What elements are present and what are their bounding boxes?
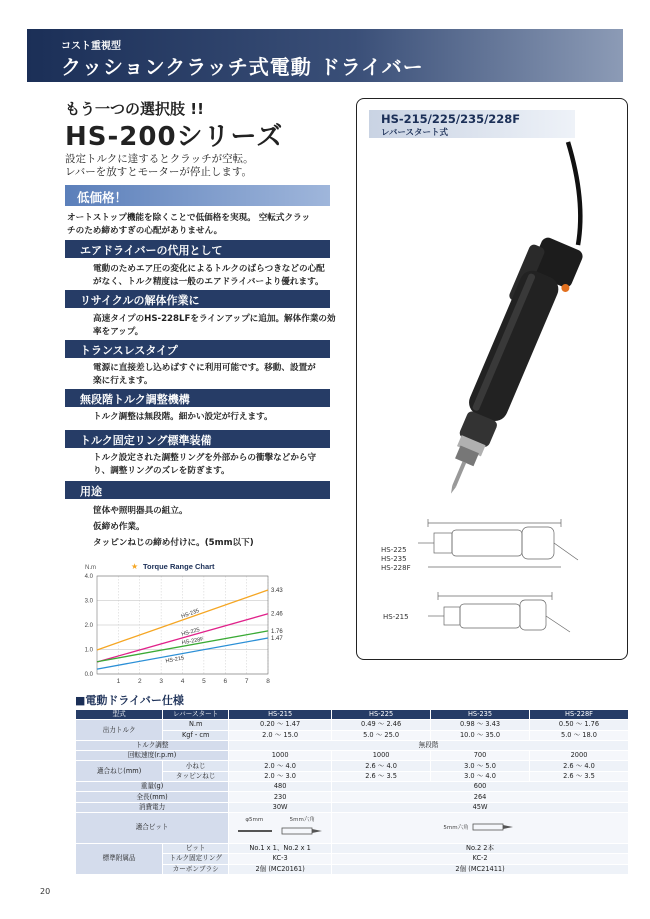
section-body-stepless: トルク調整は無段階。細かい設定が行えます。	[93, 412, 273, 422]
table-row: 重量(g) 480 600	[76, 782, 629, 792]
section-body-transless: 電源に直接差し込めばすぐに利用可能です。移動、設置が 楽に行えます。	[93, 363, 316, 386]
series-name-label: HS-235	[180, 608, 201, 620]
series-end-label: 1.47	[271, 635, 283, 642]
section-body-air: 電動のためエア圧の変化によるトルクのばらつきなどの心配 がなく、トルク精度は一般のエアドライバーより優れます。	[93, 264, 325, 287]
spec-label-power: 消費電力	[76, 802, 229, 812]
y-axis-label: N.m	[85, 565, 96, 571]
table-row: 出力トルク N.m 0.20 ～ 1.47 0.49 ～ 2.46 0.98 ～ 3.43 0.50 ～ 1.76	[76, 720, 629, 730]
section-header-ring: トルク固定リング標準装備	[65, 430, 330, 448]
x-tick-label: 8	[266, 678, 270, 685]
section-header-usage: 用途	[65, 481, 330, 499]
table-row: 適合ねじ(mm) 小ねじ 2.0 ～ 4.0 2.6 ～ 4.0 3.0 ～ 5.0 2.6 ～ 4.0	[76, 761, 629, 771]
banner-title: クッションクラッチ式電動 ドライバー	[61, 55, 424, 79]
torque-range-chart	[75, 562, 330, 687]
section-header-recycle: リサイクルの解体作業に	[65, 290, 330, 308]
y-tick-label: 1.0	[84, 647, 93, 654]
spec-label-screw: 適合ねじ(mm)	[76, 761, 163, 782]
spec-label-weight: 重量(g)	[76, 782, 229, 792]
y-tick-label: 2.0	[84, 623, 93, 629]
spec-label-torque: 出力トルク	[76, 720, 163, 741]
lead-tagline: もう一つの選択肢 !!	[65, 100, 204, 118]
spec-sub-ring: トルク固定リング	[163, 854, 229, 864]
spec-head-model: HS-215	[229, 710, 332, 720]
usage-item: 筐体や照明器具の組立。	[93, 506, 188, 516]
usage-item: 仮締め作業。	[93, 522, 145, 532]
usage-list	[93, 503, 254, 551]
spec-label-accessories: 標準附属品	[76, 843, 163, 874]
model-name: HS-215/225/235/228F	[381, 112, 521, 126]
usage-item: タッピンねじの締め付けに。(5mm以下)	[93, 538, 254, 548]
star-icon: ★	[131, 562, 139, 571]
spec-label-adjust: トルク調整	[76, 740, 229, 750]
table-row: タッピンねじ 2.0 ～ 3.0 2.6 ～ 3.5 3.0 ～ 4.0 2.6 ～ 3.5	[76, 771, 629, 781]
spec-label-length: 全長(mm)	[76, 792, 229, 802]
driver-photo	[429, 232, 585, 505]
series-end-label: 3.43	[271, 587, 283, 594]
x-tick-label: 6	[223, 678, 228, 685]
section-body-low-price: オートストップ機能を除くことで低価格を実現。 空転式クラッ チのため締めすぎの心配がありません。	[67, 213, 311, 236]
bit-shape-icon	[471, 822, 517, 832]
spec-sub-brush: カーボンブラシ	[163, 864, 229, 874]
banner-subtitle: コスト重視型	[61, 41, 121, 52]
x-tick-label: 3	[159, 678, 163, 685]
x-tick-label: 7	[244, 678, 249, 685]
table-row: 標準附属品 ビット No.1 x 1、No.2 x 1 No.2 2本	[76, 843, 629, 853]
spec-head-model: HS-225	[332, 710, 431, 720]
spec-title: ■電動ドライバー仕様	[75, 694, 184, 707]
table-row	[76, 710, 629, 720]
table-row	[76, 812, 629, 843]
table-row: Kgf・cm 2.0 ～ 15.0 5.0 ～ 25.0 10.0 ～ 35.0 5.0 ～ 18.0	[76, 730, 629, 740]
table-row: トルク調整 無段階	[76, 740, 629, 750]
spec-head-lever: レバースタート	[163, 710, 229, 720]
page-number: 20	[40, 887, 51, 896]
section-header-stepless: 無段階トルク調整機構	[65, 389, 330, 407]
spec-label-speed: 回転速度(r.p.m)	[76, 751, 229, 761]
series-name-label: HS-225	[180, 627, 201, 638]
spec-table	[75, 709, 629, 875]
series-end-label: 1.76	[271, 628, 283, 635]
series-title: HS-200シリーズ	[65, 122, 284, 152]
section-body-recycle: 高速タイプのHS-228LFをラインアップに追加。解体作業の効 率をアップ。	[93, 314, 336, 337]
series-name-label: HS-228F	[181, 636, 205, 647]
section-header-low-price: 低価格！	[65, 185, 330, 206]
series-name-label: HS-215	[165, 655, 185, 665]
bit-shape-icon	[232, 825, 328, 837]
chart-tick-labels	[85, 574, 271, 685]
x-tick-label: 2	[137, 678, 142, 685]
y-tick-label: 3.0	[84, 598, 93, 605]
product-illustration	[356, 140, 628, 660]
x-tick-label: 1	[116, 678, 121, 685]
section-header-air: エアドライバーの代用として	[65, 240, 330, 258]
chart-series-group	[97, 588, 283, 669]
power-cord	[568, 142, 580, 245]
section-body-ring: トルク設定された調整リングを外部からの衝撃などから守 り、調整リングのズレを防ぎます。	[93, 453, 317, 476]
table-row: 全長(mm) 230 264	[76, 792, 629, 802]
drawing1-models: HS-225 HS-235 HS-228F	[381, 546, 411, 572]
table-row: カーボンブラシ 2個 (MC20161) 2個 (MC21411)	[76, 864, 629, 874]
x-tick-label: 4	[180, 678, 185, 685]
spec-sub-kgf: Kgf・cm	[163, 730, 229, 740]
spec-sub-small-screw: 小ねじ	[163, 761, 229, 771]
spec-label-bit: 適合ビット	[76, 812, 229, 843]
section-header-transless: トランスレスタイプ	[65, 340, 330, 358]
table-row: 消費電力 30W 45W	[76, 802, 629, 812]
table-row: 回転速度(r.p.m) 1000 1000 700 2000	[76, 751, 629, 761]
dimension-drawing-top	[418, 519, 578, 567]
drawing2-model: HS-215	[383, 613, 409, 621]
spec-sub-nm: N.m	[163, 720, 229, 730]
table-row: トルク固定リング KC-3 KC-2	[76, 854, 629, 864]
spec-head-model: HS-228F	[530, 710, 629, 720]
lead-description: 設定トルクに達するとクラッチが空転。 レバーを放すとモーターが停止します。	[65, 153, 254, 178]
bit-diagram-215: φ5mm 5mm六角	[229, 812, 332, 843]
dimension-drawing-bottom	[428, 592, 570, 632]
bit-diagram-others: 5mm六角	[332, 812, 629, 843]
start-type: レバースタート式	[381, 128, 448, 138]
y-tick-label: 0.0	[84, 672, 93, 678]
chart-title: Torque Range Chart	[143, 562, 215, 571]
x-tick-label: 5	[202, 678, 206, 685]
y-tick-label: 4.0	[84, 574, 93, 580]
spec-head-type: 型式	[76, 710, 163, 720]
spec-head-model: HS-235	[431, 710, 530, 720]
series-end-label: 2.46	[271, 611, 283, 618]
spec-sub-tapping-screw: タッピンねじ	[163, 771, 229, 781]
model-header	[369, 110, 575, 138]
title-banner	[27, 29, 623, 82]
spec-sub-bit: ビット	[163, 843, 229, 853]
